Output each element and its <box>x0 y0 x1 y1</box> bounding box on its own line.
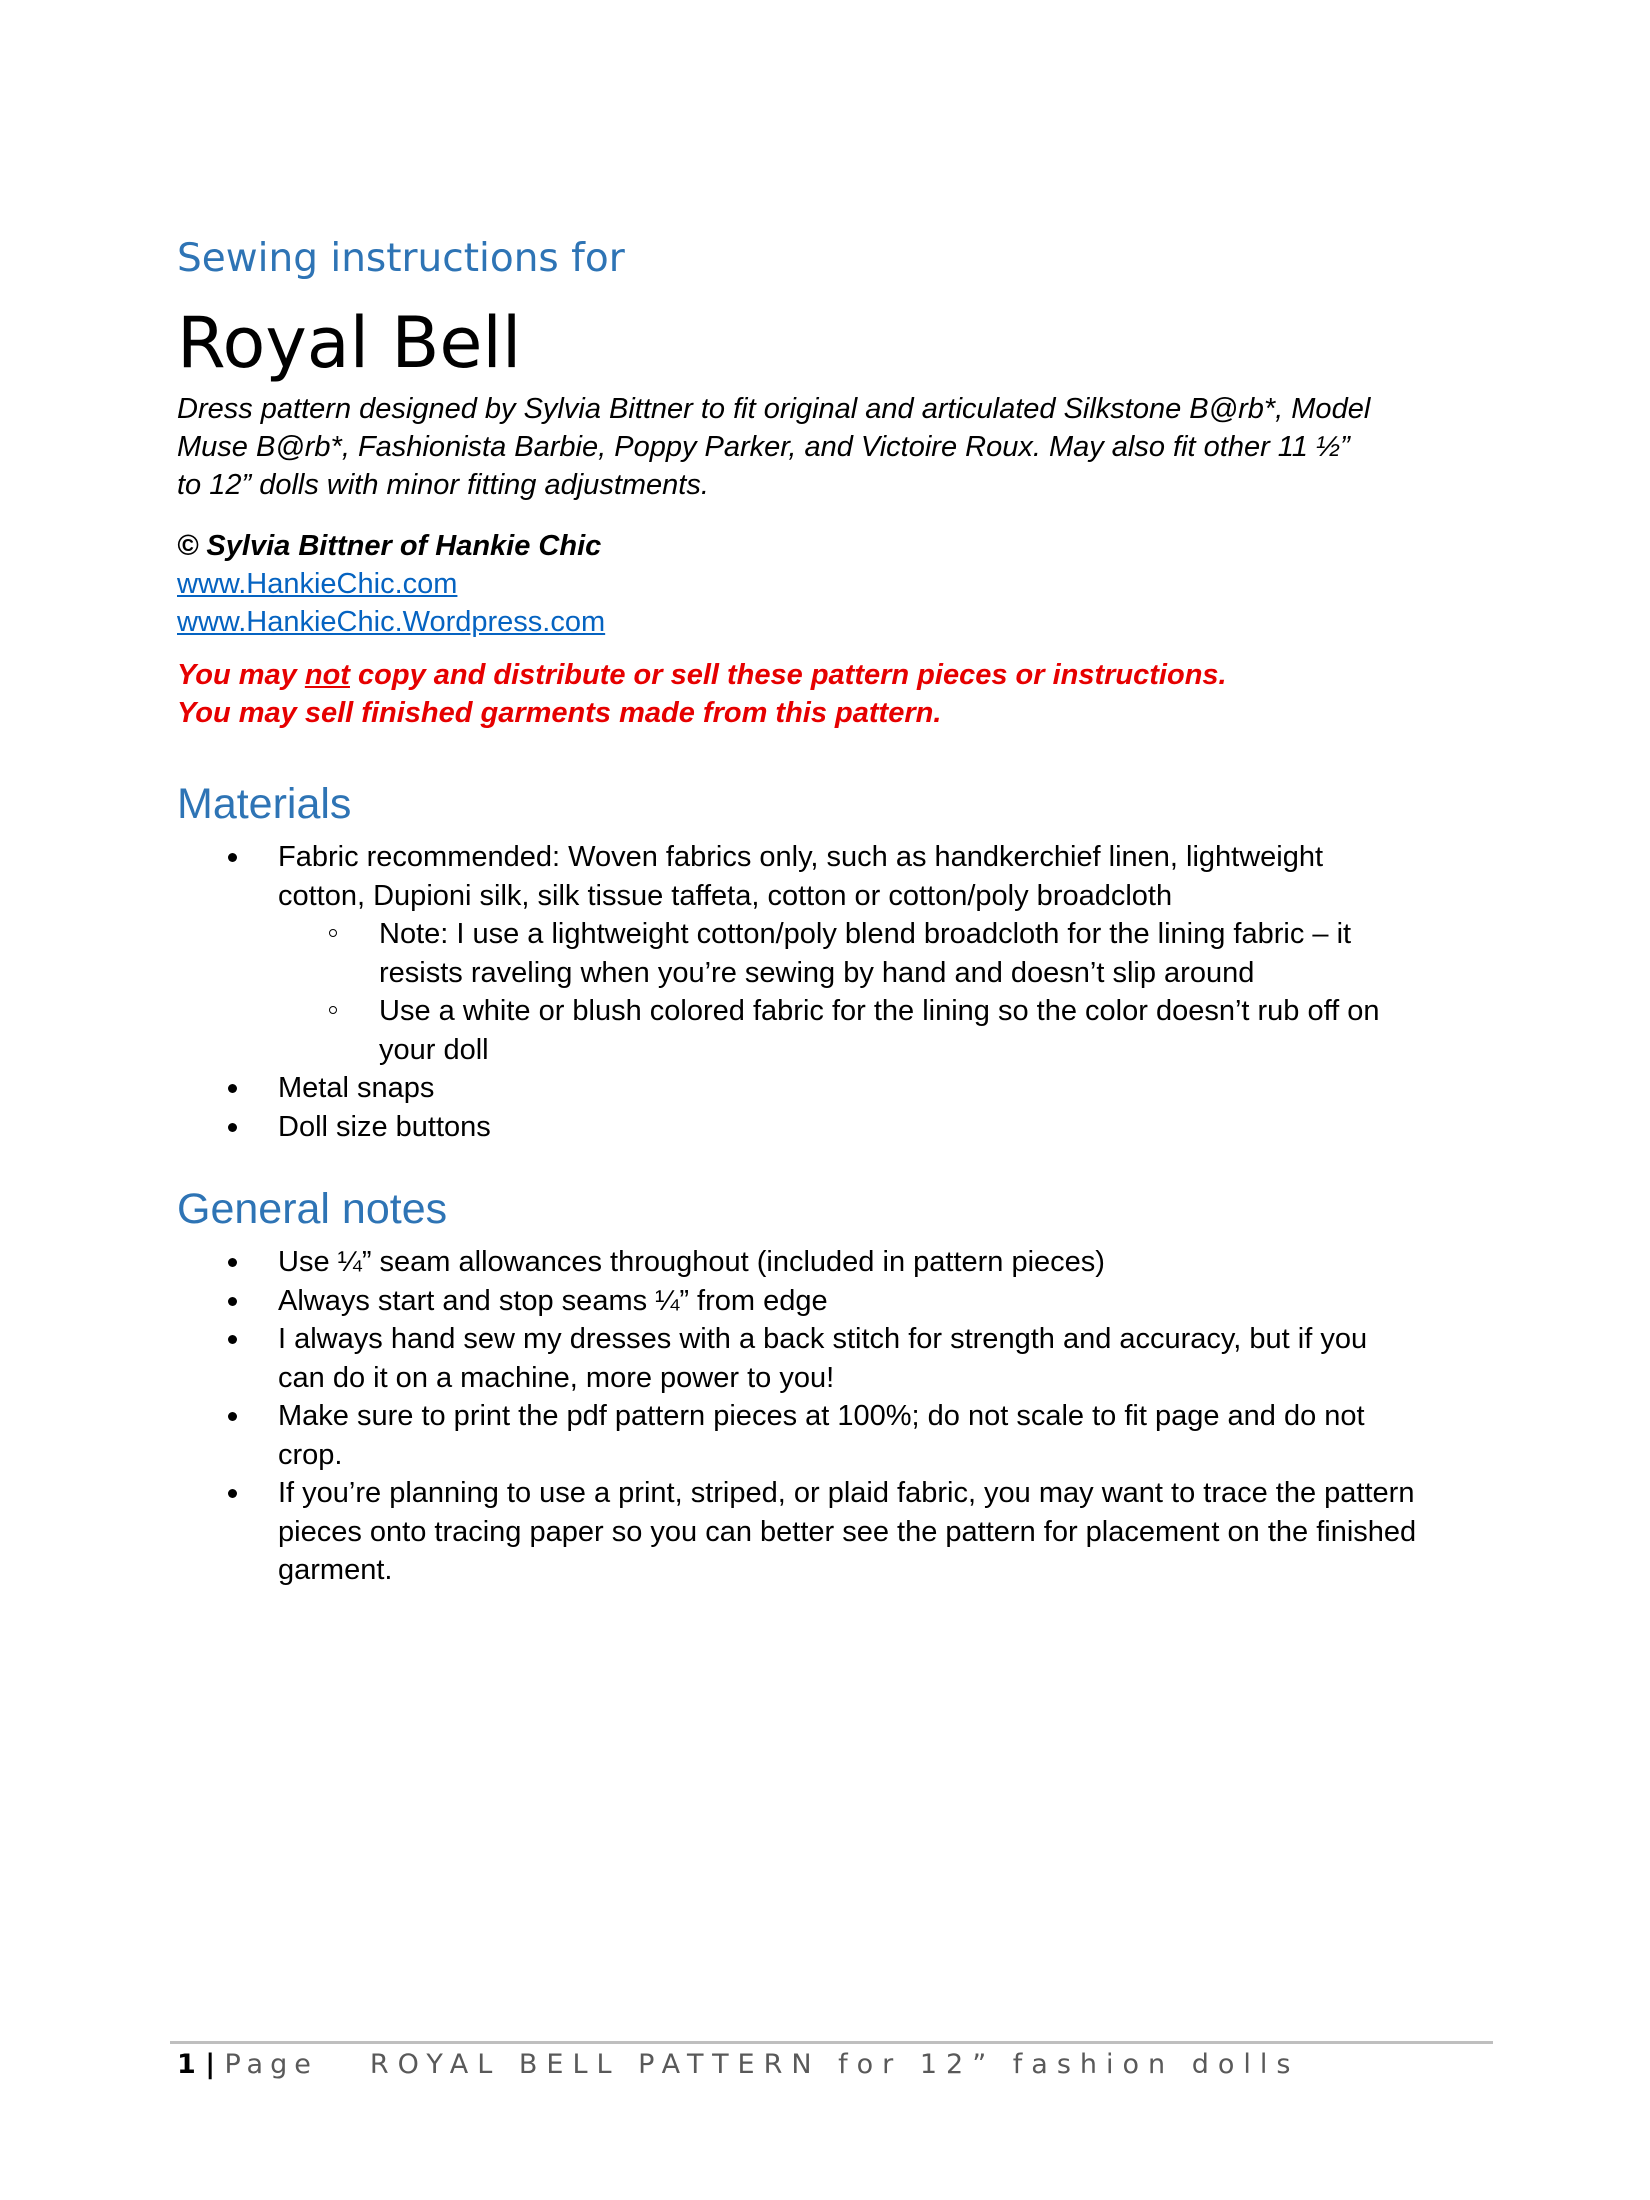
list-item <box>177 1108 1497 1147</box>
bullet-icon <box>228 1123 237 1132</box>
list-item-text: I always hand sew my dresses with a back stitch for strength and accuracy, but if you <box>278 1323 1368 1355</box>
bullet-icon <box>228 1258 237 1267</box>
footer-divider <box>170 2041 1493 2044</box>
list-item <box>177 1243 1497 1282</box>
bullet-icon <box>228 853 237 862</box>
list-item <box>177 1320 1497 1397</box>
bullet-icon <box>228 1489 237 1498</box>
list-item <box>177 1397 1497 1474</box>
intro-line: to 12” dolls with minor fitting adjustments. <box>177 469 709 501</box>
hollow-bullet-icon <box>329 1006 337 1014</box>
warning-text: You may <box>177 659 305 691</box>
bullet-icon <box>228 1297 237 1306</box>
warning-line-1 <box>177 656 1227 694</box>
warning-text: copy and distribute or sell these pattern pieces or instructions. <box>349 659 1227 691</box>
footer-separator: | <box>195 2049 225 2080</box>
list-item-text: Note: I use a lightweight cotton/poly blend broadcloth for the lining fabric – it <box>379 918 1352 950</box>
document-subtitle: Sewing instructions for <box>177 236 625 281</box>
general-notes-list <box>177 1243 1497 1590</box>
list-item-text: If you’re planning to use a print, striped, or plaid fabric, you may want to trace the pattern <box>278 1477 1415 1509</box>
website-link[interactable]: www.HankieChic.com <box>177 568 458 600</box>
list-item-text: can do it on a machine, more power to you! <box>278 1361 835 1394</box>
materials-heading: Materials <box>177 780 352 828</box>
list-item-text: your doll <box>379 1033 489 1066</box>
footer-title: ROYAL BELL PATTERN for 12” fashion dolls <box>369 2049 1300 2080</box>
copyright-notice: © Sylvia Bittner of Hankie Chic <box>177 530 602 562</box>
bullet-icon <box>228 1084 237 1093</box>
list-item-text: crop. <box>278 1438 343 1471</box>
hollow-bullet-icon <box>329 929 337 937</box>
list-item-text: Fabric recommended: Woven fabrics only, such as handkerchief linen, lightweight <box>278 841 1324 873</box>
bullet-icon <box>228 1412 237 1421</box>
intro-paragraph <box>177 390 1497 504</box>
materials-list <box>177 838 1497 1146</box>
list-item-text: Metal snaps <box>278 1072 435 1104</box>
list-item <box>177 838 1497 915</box>
intro-line: Dress pattern designed by Sylvia Bittner to fit original and articulated Silkstone B@rb*, Model <box>177 393 1371 425</box>
sub-list-item <box>177 992 1497 1069</box>
list-item-text: cotton, Dupioni silk, silk tissue taffeta, cotton or cotton/poly broadcloth <box>278 879 1173 912</box>
list-item-text: garment. <box>278 1554 393 1586</box>
page-footer <box>177 2045 1299 2085</box>
page-label: Page <box>224 2049 318 2080</box>
warning-emphasis: not <box>304 659 350 691</box>
list-item-text: Make sure to print the pdf pattern pieces at 100%; do not scale to fit page and do not <box>278 1400 1365 1432</box>
list-item-text: resists raveling when you’re sewing by hand and doesn’t slip around <box>379 956 1255 989</box>
list-item <box>177 1282 1497 1321</box>
list-item-text: pieces onto tracing paper so you can better see the pattern for placement on the finished <box>278 1515 1417 1548</box>
list-item <box>177 1069 1497 1108</box>
list-item-text: Use ¼” seam allowances throughout (included in pattern pieces) <box>278 1246 1105 1278</box>
intro-line: Muse B@rb*, Fashionista Barbie, Poppy Parker, and Victoire Roux. May also fit other 11 ½” <box>177 431 1350 463</box>
list-item-text: Doll size buttons <box>278 1110 491 1143</box>
list-item-text: Use a white or blush colored fabric for the lining so the color doesn’t rub off on <box>379 995 1380 1027</box>
bullet-icon <box>228 1335 237 1344</box>
warning-line-2: You may sell finished garments made from this pattern. <box>177 697 942 729</box>
general-notes-heading: General notes <box>177 1185 448 1233</box>
sub-list-item <box>177 915 1497 992</box>
blog-link[interactable]: www.HankieChic.Wordpress.com <box>177 606 606 638</box>
list-item-text: Always start and stop seams ¼” from edge <box>278 1284 828 1317</box>
page-number: 1 <box>177 2049 196 2080</box>
list-item <box>177 1474 1497 1590</box>
document-title: Royal Bell <box>177 302 522 384</box>
